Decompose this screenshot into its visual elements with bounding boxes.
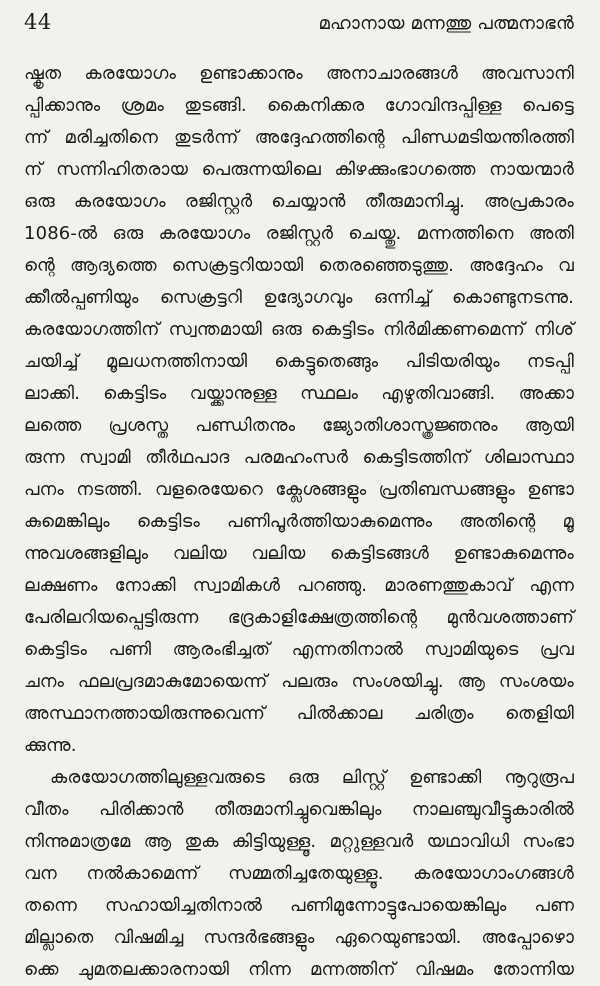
text-line: തന്നെ സഹായിച്ചതിനാൽ പണിമുന്നോട്ടുപോയെങ്കിലും പണ bbox=[24, 895, 574, 916]
text-line: ന്നുവശങ്ങളിലും വലിയ വലിയ കെട്ടിടങ്ങൾ ഉണ്ടാകുമെന്നും bbox=[24, 543, 574, 564]
text-line: ന് സന്നിഹിതരായ പെരുന്നയിലെ കിഴക്കുംഭാഗത്തെ നായന്മാർ bbox=[24, 159, 574, 180]
text-line: ക്കെ ചുമതലക്കാരനായി നിന്ന മന്നത്തിന് വിഷമം തോന്നിയ bbox=[24, 959, 574, 980]
text-line: ലക്ഷണം നോക്കി സ്വാമികൾ പറഞ്ഞു. മാരണത്തുകാവ് എന്ന bbox=[24, 575, 574, 596]
text-line: 1086-ൽ ഒരു കരയോഗം രജിസ്റ്റർ ചെയ്തു. മന്നത്തിനെ അതി bbox=[24, 223, 574, 244]
text-line: ഒരു കരയോഗം രജിസ്റ്റർ ചെയ്യാൻ തീരുമാനിച്ചു. അപ്രകാരം bbox=[24, 191, 574, 212]
text-line: പ്പിക്കാനും ശ്രമം തുടങ്ങി. കൈനിക്കര ഗോവിന്ദപ്പിള്ള പെട്ടെ bbox=[24, 95, 574, 116]
text-line: ന്റെ ആദ്യത്തെ സെക്രട്ടറിയായി തെരഞ്ഞെടുത്തു. അദ്ദേഹം വ bbox=[24, 255, 574, 276]
text-line: നിന്നുമാത്രമേ ആ തുക കിട്ടിയുള്ളൂ. മറ്റുള്ളവർ യഥാവിധി സംഭാ bbox=[24, 831, 574, 852]
text-line: കരയോഗത്തിന് സ്വന്തമായി ഒരു കെട്ടിടം നിർമിക്കണമെന്ന് നിശ് bbox=[24, 319, 574, 340]
paragraph bbox=[24, 58, 574, 762]
paragraph bbox=[24, 762, 574, 986]
text-line: കെട്ടിടം പണി ആരംഭിച്ചത് എന്നതിനാൽ സ്വാമിയുടെ പ്രവ bbox=[24, 639, 574, 660]
text-line: മില്ലാതെ വിഷമിച്ച സന്ദർഭങ്ങളും ഏറെയുണ്ടായി. അപ്പോഴൊ bbox=[24, 927, 574, 948]
text-line: വീതം പിരിക്കാൻ തീരുമാനിച്ചുവെങ്കിലും നാലഞ്ചുവീട്ടുകാരിൽ bbox=[24, 799, 574, 820]
text-line: ക്കുന്നു. bbox=[24, 735, 77, 756]
text-line: രുന്ന സ്വാമി തീർഥപാദ പരമഹംസർ കെട്ടിടത്തിന് ശിലാസ്ഥാ bbox=[24, 447, 574, 468]
body-text bbox=[24, 58, 574, 986]
text-line: കരയോഗത്തിലുള്ളവരുടെ ഒരു ലിസ്റ്റ് ഉണ്ടാക്കി നൂറുരൂപ bbox=[50, 767, 574, 788]
text-line: ന്ന് മരിച്ചതിനെ തുടർന്ന് അദ്ദേഹത്തിന്റെ പിണ്ഡമടിയന്തിരത്തി bbox=[24, 127, 574, 148]
text-line: കുമെങ്കിലും കെട്ടിടം പണിപൂർത്തിയാകുമെന്നും അതിന്റെ മൂ bbox=[24, 511, 574, 532]
text-line: വന നൽകാമെന്ന് സമ്മതിച്ചതേയുള്ളൂ. കരയോഗാംഗങ്ങൾ bbox=[24, 863, 574, 884]
text-line: ഷ്കൃത കരയോഗം ഉണ്ടാക്കാനും അനാചാരങ്ങൾ അവസാനി bbox=[24, 63, 574, 84]
text-line: അസ്ഥാനത്തായിരുന്നുവെന്ന് പിൽക്കാല ചരിത്രം തെളിയി bbox=[24, 703, 574, 724]
running-header bbox=[24, 10, 574, 54]
page-number: 44 bbox=[24, 10, 52, 34]
text-line: പനം നടത്തി. വളരെയേറെ ക്ലേശങ്ങളും പ്രതിബന്ധങ്ങളും ഉണ്ടാ bbox=[24, 479, 574, 500]
text-line: ലത്തെ പ്രശസ്ത പണ്ഡിതനും ജ്യോതിശാസ്ത്രജ്ഞനും ആയി bbox=[24, 415, 574, 436]
running-title: മഹാനായ മന്നത്തു പത്മനാഭൻ bbox=[318, 13, 574, 34]
text-line: ലാക്കി. കെട്ടിടം വയ്ക്കാനുള്ള സ്ഥലം എഴുതിവാങ്ങി. അക്കാ bbox=[24, 383, 574, 404]
text-line: പേരിലറിയപ്പെട്ടിരുന്ന ഭദ്രകാളിക്ഷേത്രത്തിന്റെ മുൻവശത്താണ് bbox=[24, 607, 574, 628]
text-line: ചയിച്ച് മൂലധനത്തിനായി കെട്ടുതെങ്ങും പിടിയരിയും നടപ്പി bbox=[24, 351, 574, 372]
text-line: ചനം ഫലപ്രദമാകുമോയെന്ന് പലരും സംശയിച്ചു. ആ സംശയം bbox=[24, 671, 574, 692]
text-line: ക്കീൽപ്പണിയും സെക്രട്ടറി ഉദ്യോഗവും ഒന്നിച്ച് കൊണ്ടുനടന്നു. bbox=[24, 287, 574, 308]
